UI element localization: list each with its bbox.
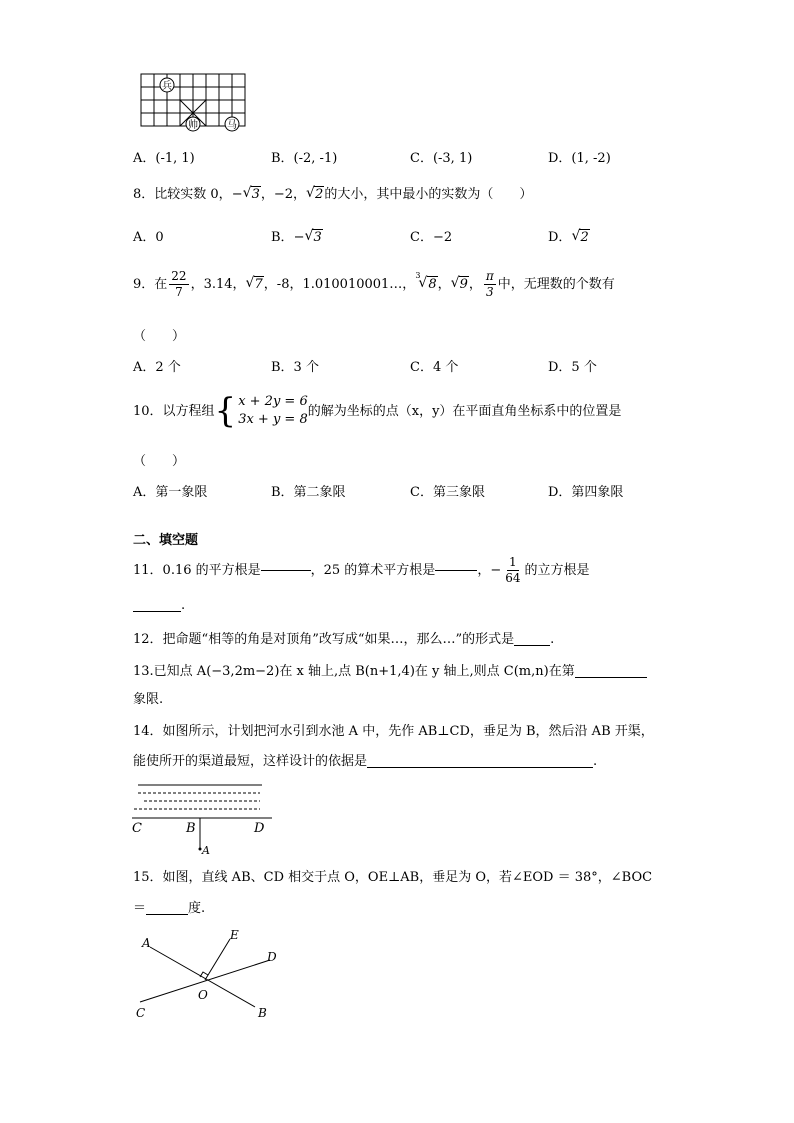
q15-label-b: B [258,1006,267,1020]
q13-question: 13.已知点 A(−3,2m−2)在 x 轴上,点 B(n+1,4)在 y 轴上,则点 C(m,n)在第 [133,665,647,678]
svg-text:帅: 帅 [188,120,198,131]
q7-option-a: A．(-1, 1) [133,151,195,166]
q14-label-c: C [132,821,142,836]
q14-label-a: A [202,844,210,857]
svg-text:马: 马 [227,120,237,131]
q8-option-d: D． √ 2 [548,228,589,245]
q9-frac-pi-3: $\frac{\pi}{3}$ [485,269,494,299]
q14-question-line1: 14．如图所示，计划把河水引到水池 A 中，先作 AB⊥CD，垂足为 B，然后沿 AB 开渠， [133,724,654,739]
q14-question-line2: 能使所开的渠道最短，这样设计的依据是 . [133,754,598,769]
q10-equation-1: x + 2y = 6 [238,394,308,409]
q9-option-a: A．2 个 [133,360,181,375]
q10-question: 10．以方程组 { x + 2y = 6 3x + y = 8 的解为坐标的点（x，y）在平面直角坐标系中的位置是 [133,391,622,431]
q14-river-figure [130,778,280,858]
q8-question: 8．比较实数 0，− √ 3，−2， √ 2的大小，其中最小的实数为（ ） [133,185,533,202]
shuai-piece [186,117,200,131]
q15-label-o: O [198,988,208,1002]
q9-question: 9．在 $\frac{22}{7}$ ，3.14， √ 7 ，-8，1.010010001…， 3 √ 8 ， √ 9 ， $\frac{\pi}{3}$ 中，无理数的个数有 [133,269,615,299]
q15-question-line1: 15．如图，直线 AB、CD 相交于点 O，OE⊥AB，垂足为 O，若∠EOD ＝ 38°，∠BOC [133,870,653,885]
q12-question: 12．把命题“相等的角是对顶角”改写成“如果…，那么…”的形式是 . [133,632,555,647]
q9-option-c: C．4 个 [410,360,459,375]
q7-chess-grid-figure [138,72,250,134]
ma-piece [225,117,239,131]
q8-option-b: B．− √ 3 [271,228,322,245]
q11-line2: . [133,599,185,612]
q9-frac-22-7: $\frac{22}{7}$ [171,269,187,299]
q10-option-b: B．第二象限 [271,485,346,500]
q11-question: 11．0.16 的平方根是 ，25 的算术平方根是 ，− $\frac{1}{64}$ 的立方根是 [133,555,590,585]
bing-piece [160,78,174,92]
q10-paren: （ ） [133,454,186,469]
q10-option-c: C．第三象限 [410,485,485,500]
q15-label-e: E [230,928,239,942]
q10-option-d: D．第四象限 [548,485,624,500]
q9-option-b: B．3 个 [271,360,319,375]
q13-line2: 象限. [133,692,164,707]
q15-label-c: C [136,1006,146,1020]
q10-option-a: A．第一象限 [133,485,208,500]
q8-option-a: A．0 [133,230,164,245]
q15-angle-figure [130,925,290,1023]
q15-question-line2: ＝ 度. [133,901,206,916]
q8-option-c: C．−2 [410,230,453,245]
q14-label-b: B [186,821,196,836]
q9-paren: （ ） [133,329,186,344]
q15-label-a: A [142,936,151,950]
q7-option-b: B．(-2, -1) [271,151,338,166]
q7-option-c: C．(-3, 1) [410,151,473,166]
q14-label-d: D [254,821,265,836]
q15-label-d: D [267,950,277,964]
q7-option-d: D．(1, -2) [548,151,611,166]
q9-option-d: D．5 个 [548,360,597,375]
section-heading-fill-in: 二、填空题 [133,533,199,548]
q10-equation-2: 3x + y = 8 [238,412,308,427]
svg-text:兵: 兵 [162,81,172,92]
